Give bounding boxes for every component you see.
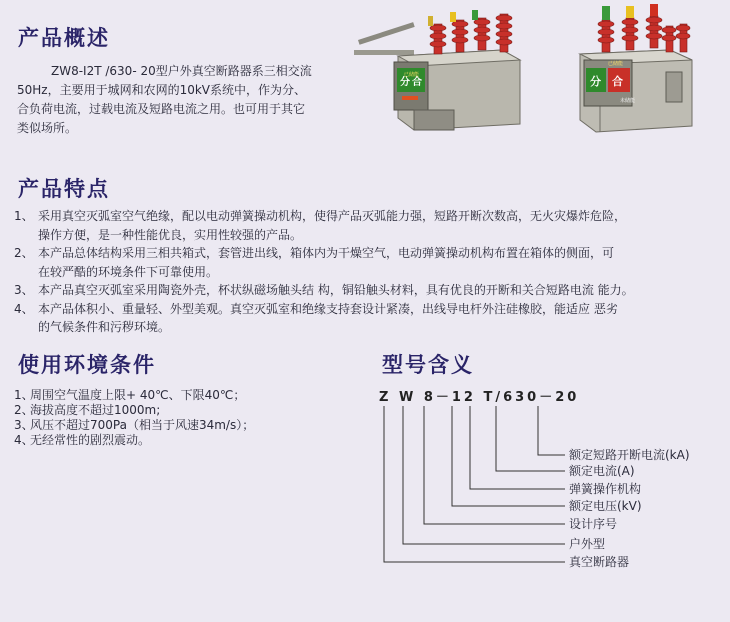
list-number: 1、 [14, 388, 34, 402]
overview-line: ZW8-I2T /630- 20型户外真空断路器系三相交流 [51, 64, 312, 78]
list-text: 海拔高度不超过1000m; [30, 403, 161, 417]
model-label-vacuum-breaker: 真空断路器 [569, 555, 630, 569]
list-line: 的气候条件和污秽环境。 [38, 320, 171, 334]
leader-line [496, 406, 565, 471]
model-label-outdoor: 户外型 [569, 537, 606, 551]
leader-line [452, 406, 565, 506]
model-label-rated-voltage: 额定电压(kV) [569, 499, 642, 513]
list-number: 2、 [14, 403, 34, 417]
list-number: 4、 [14, 301, 34, 316]
overview-line: 50Hz，主要用于城网和农网的10kV系统中，作为分、 [17, 83, 307, 97]
list-text: 风压不超过700Pa（相当于风速34m/s）； [30, 418, 255, 432]
panel-close-text: 合 [612, 75, 623, 88]
model-label-breaking-current: 额定短路开断电流(kA) [569, 448, 690, 462]
list-line: 本产品总体结构采用三相共箱式，套管进出线，箱体内为干燥空气，电动弹簧操动机构布置在箱体的侧面，可 [38, 246, 615, 260]
list-line: 本产品体积小、重量轻、外型美观。真空灭弧室和绝缘支持套设计紧凑，出线导电杆外注硅橡胶，能适应 恶劣 [38, 301, 618, 316]
list-number: 1、 [14, 209, 34, 223]
overview-heading: 产品概述 [18, 26, 110, 50]
list-line: 本产品真空灭弧室采用陶瓷外壳，杯状纵磁场触头结 构，铜铅触头材料，具有优良的开断和关合短路电流 能力。 [38, 283, 634, 297]
model-label-rated-current: 额定电流(A) [569, 464, 635, 478]
panel-open-text: 分 [400, 77, 410, 88]
leader-line [538, 406, 565, 455]
environment-heading: 使用环境条件 [18, 353, 156, 377]
list-number: 3、 [14, 418, 34, 432]
features-heading: 产品特点 [18, 177, 110, 201]
list-line: 操作方便，是一种性能优良，实用性较强的产品。 [38, 227, 303, 242]
list-line: 在较严酷的环境条件下可靠使用。 [38, 264, 219, 279]
list-number: 3、 [14, 283, 34, 297]
panel-open-text: 分 [590, 75, 601, 88]
list-number: 2、 [14, 246, 34, 260]
model-label-spring-mechanism: 弹簧操作机构 [569, 482, 642, 496]
panel-stored-text: 已储能 [404, 72, 420, 78]
overview-line: 合负荷电流，过载电流及短路电流之用。也可用于其它 [17, 102, 306, 116]
leader-line [403, 406, 565, 544]
list-text: 周围空气温度上限+ 40℃、下限40℃； [30, 388, 246, 402]
panel-close-text: 合 [412, 77, 422, 88]
leader-line [470, 406, 565, 489]
model-label-design-serial: 设计序号 [569, 517, 618, 531]
overview-line: 类似场所。 [17, 121, 78, 135]
model-heading: 型号含义 [382, 353, 474, 377]
list-number: 4、 [14, 433, 34, 447]
panel-stored-text: 已储能 [608, 61, 624, 67]
list-text: 无经常性的剧烈震动。 [30, 433, 151, 447]
list-line: 采用真空灭弧室空气绝缘，配以电动弹簧操动机构，使得产品灭弧能力强，短路开断次数高，无火灾爆炸危险， [38, 209, 627, 223]
model-code: Z W 8－12 T/630－20 [379, 390, 580, 405]
panel-not-stored-text: 未储能 [620, 98, 636, 104]
